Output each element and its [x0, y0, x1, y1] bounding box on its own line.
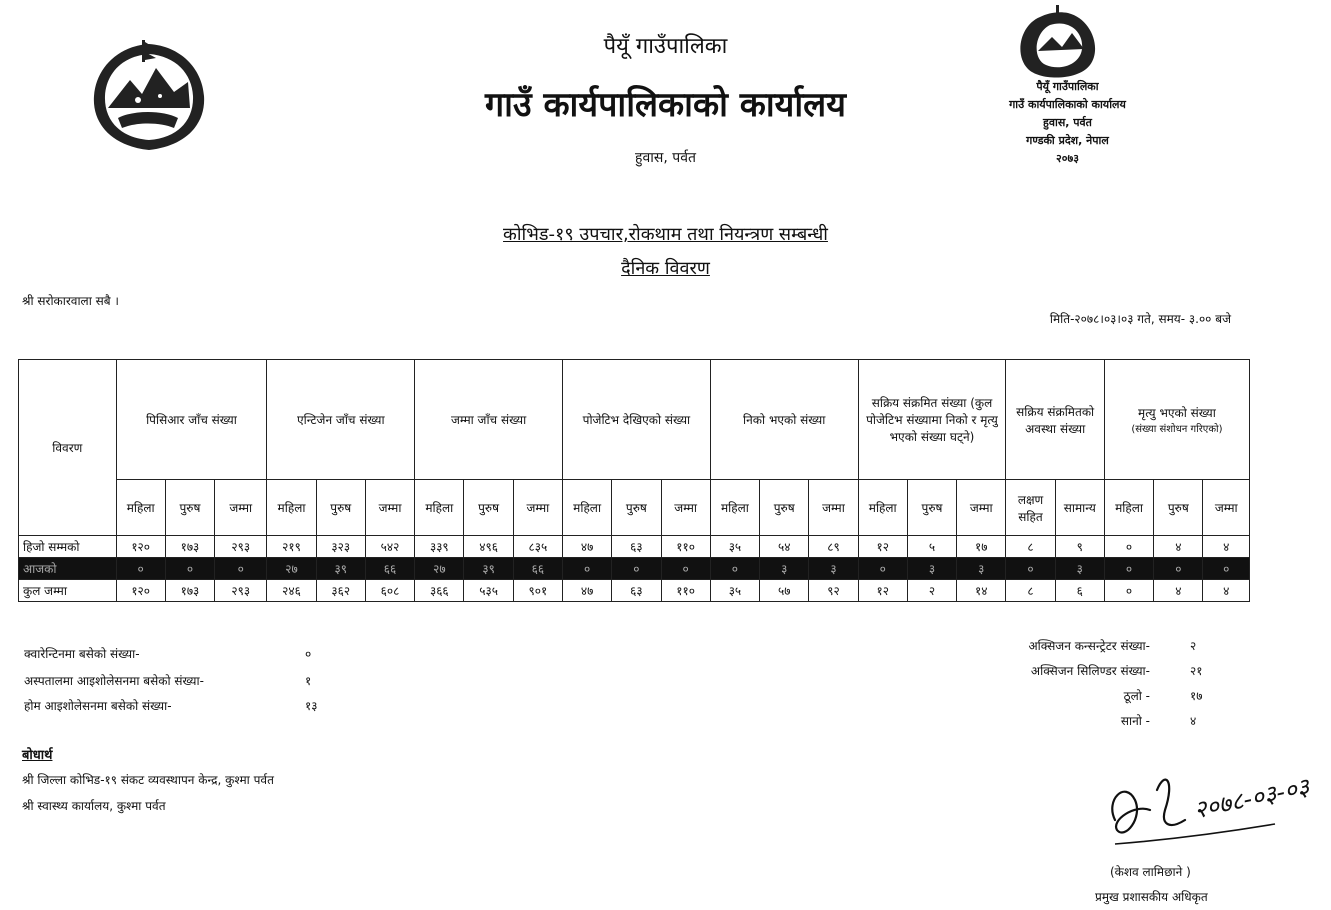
group-header-antigen: एन्टिजेन जाँच संख्या	[267, 360, 415, 480]
oxygen-value: २	[1190, 639, 1197, 653]
row-header-cell: विवरण	[19, 360, 117, 536]
cc-heading: बोधार्थ	[22, 748, 53, 763]
table-cell: ०	[1203, 558, 1250, 580]
table-cell: ३९	[316, 558, 365, 580]
table-row	[19, 558, 1250, 580]
table-cell: १७३	[165, 580, 214, 602]
table-cell: २१९	[267, 536, 316, 558]
sub-header-male: पुरुष	[907, 480, 956, 536]
sub-header-total: जम्मा	[365, 480, 414, 536]
table-cell: ३	[760, 558, 809, 580]
deaths-header-note: (संख्या संशोधन गरिएको)	[1131, 424, 1223, 435]
addressee: श्री सरोकारवाला सबै ।	[22, 294, 119, 308]
sub-header-male: पुरुष	[316, 480, 365, 536]
table-cell: ४७	[562, 536, 611, 558]
office-title: गाउँ कार्यपालिकाको कार्यालय	[485, 85, 846, 125]
table-cell: २९३	[215, 536, 267, 558]
table-cell: ६३	[612, 580, 661, 602]
table-cell: १२	[858, 536, 907, 558]
table-cell: ८९	[809, 536, 858, 558]
sub-header-total: जम्मा	[661, 480, 710, 536]
sub-header-female: महिला	[267, 480, 316, 536]
cc-item: श्री स्वास्थ्य कार्यालय, कुश्मा पर्वत	[22, 799, 166, 813]
isolation-value: ०	[305, 647, 312, 661]
table-cell: ६	[1055, 580, 1104, 602]
sub-header-total: जम्मा	[513, 480, 562, 536]
document-title: कोभिड-१९ उपचार,रोकथाम तथा नियन्त्रण सम्बन्धी	[503, 224, 828, 245]
table-cell: ३	[957, 558, 1006, 580]
sub-header-female: महिला	[710, 480, 759, 536]
table-cell: ४	[1154, 536, 1203, 558]
table-cell: ९	[1055, 536, 1104, 558]
table-cell: ८	[1006, 536, 1055, 558]
table-cell: ०	[661, 558, 710, 580]
table-cell: १२	[858, 580, 907, 602]
isolation-label: होम आइशोलेसनमा बसेको संख्या-	[24, 699, 172, 713]
table-cell: ४	[1203, 536, 1250, 558]
oxygen-label: ठूलो -	[1123, 689, 1150, 703]
table-cell: ३	[907, 558, 956, 580]
stamp-line-4: गण्डकी प्रदेश, नेपाल	[1026, 134, 1109, 147]
group-header-active-status: सक्रिय संक्रमितको अवस्था संख्या	[1006, 360, 1105, 480]
table-cell: १२०	[116, 536, 165, 558]
table-cell: १७३	[165, 536, 214, 558]
table-cell: ३५	[710, 536, 759, 558]
isolation-label: क्वारेन्टिनमा बसेको संख्या-	[24, 647, 140, 661]
table-cell: ४९६	[464, 536, 513, 558]
table-cell: २७	[267, 558, 316, 580]
table-row	[19, 580, 1250, 602]
group-header-recovered: निको भएको संख्या	[710, 360, 858, 480]
sub-header-male: पुरुष	[165, 480, 214, 536]
table-cell: ३	[809, 558, 858, 580]
sub-header-female: महिला	[116, 480, 165, 536]
table-cell: ८	[1006, 580, 1055, 602]
deaths-header-label: मृत्यु भएको संख्या	[1138, 406, 1216, 420]
stamp-line-2: गाउँ कार्यपालिकाको कार्यालय	[1009, 98, 1126, 111]
table-cell: १४	[957, 580, 1006, 602]
table-cell: १२०	[116, 580, 165, 602]
table-cell: २	[907, 580, 956, 602]
row-label: कुल जम्मा	[19, 580, 117, 602]
group-header-deaths	[1104, 360, 1249, 480]
table-subheader-row	[19, 480, 1250, 536]
table-cell: ०	[215, 558, 267, 580]
signatory-title: प्रमुख प्रशासकीय अधिकृत	[1095, 890, 1208, 904]
sub-header-symptomatic: लक्षण सहित	[1006, 480, 1055, 536]
isolation-value: १	[305, 674, 312, 688]
sub-header-female: महिला	[1104, 480, 1153, 536]
table-cell: ५३५	[464, 580, 513, 602]
stamp-line-3: हुवास, पर्वत	[1043, 116, 1092, 129]
table-cell: ८३५	[513, 536, 562, 558]
table-cell: ६३	[612, 536, 661, 558]
table-cell: ९०१	[513, 580, 562, 602]
table-cell: ०	[858, 558, 907, 580]
table-cell: ०	[710, 558, 759, 580]
table-cell: ५४२	[365, 536, 414, 558]
table-cell: २९३	[215, 580, 267, 602]
table-cell: ३९	[464, 558, 513, 580]
handwritten-signature	[1095, 760, 1325, 855]
cc-item: श्री जिल्ला कोभिड-१९ संकट व्यवस्थापन केन्द्र, कुश्मा पर्वत	[22, 773, 274, 787]
oxygen-value: २१	[1190, 664, 1203, 678]
table-cell: ३६६	[415, 580, 464, 602]
table-cell: ५४	[760, 536, 809, 558]
table-cell: ९२	[809, 580, 858, 602]
table-cell: ६६	[513, 558, 562, 580]
table-cell: ४	[1203, 580, 1250, 602]
office-location: हुवास, पर्वत	[635, 150, 696, 166]
table-cell: ५	[907, 536, 956, 558]
row-label: हिजो सम्मको	[19, 536, 117, 558]
table-cell: ०	[165, 558, 214, 580]
table-cell: ३३९	[415, 536, 464, 558]
group-header-active: सक्रिय संक्रमित संख्या (कुल पोजेटिभ संख्यामा निको र मृत्यु भएको संख्या घट्ने)	[858, 360, 1006, 480]
table-cell: ६०८	[365, 580, 414, 602]
stamp-line-5: २०७३	[1056, 152, 1079, 165]
signature-date: २०७८-०३-०३	[1191, 772, 1312, 825]
table-row	[19, 536, 1250, 558]
table-cell: २७	[415, 558, 464, 580]
sub-header-female: महिला	[415, 480, 464, 536]
table-header-row	[19, 360, 1250, 480]
group-header-total-tests: जम्मा जाँच संख्या	[415, 360, 563, 480]
sub-header-total: जम्मा	[957, 480, 1006, 536]
oxygen-value: १७	[1190, 689, 1203, 703]
table-cell: ०	[1104, 558, 1153, 580]
date-time-line: मिति-२०७८।०३।०३ गते, समय- ३.०० बजे	[1049, 312, 1231, 326]
group-header-positive: पोजेटिभ देखिएको संख्या	[562, 360, 710, 480]
sub-header-male: पुरुष	[612, 480, 661, 536]
row-label: आजको	[19, 558, 117, 580]
oxygen-value: ४	[1190, 714, 1197, 728]
table-cell: ३	[1055, 558, 1104, 580]
table-cell: ०	[1104, 580, 1153, 602]
table-cell: २४६	[267, 580, 316, 602]
table-cell: ६६	[365, 558, 414, 580]
office-stamp	[980, 5, 1155, 185]
group-header-pcr: पिसिआर जाँच संख्या	[116, 360, 267, 480]
sub-header-total: जम्मा	[215, 480, 267, 536]
sub-header-male: पुरुष	[760, 480, 809, 536]
isolation-label: अस्पतालमा आइशोलेसनमा बसेको संख्या-	[24, 674, 204, 688]
sub-header-male: पुरुष	[1154, 480, 1203, 536]
sub-header-normal: सामान्य	[1055, 480, 1104, 536]
covid-report-table	[18, 359, 1250, 602]
table-cell: ४७	[562, 580, 611, 602]
table-cell: ३५	[710, 580, 759, 602]
table-cell: ५७	[760, 580, 809, 602]
sub-header-total: जम्मा	[1203, 480, 1250, 536]
table-cell: ०	[1104, 536, 1153, 558]
org-name: पैयूँ गाउँपालिका	[603, 34, 728, 59]
sub-header-female: महिला	[858, 480, 907, 536]
table-cell: ०	[562, 558, 611, 580]
sub-header-female: महिला	[562, 480, 611, 536]
oxygen-label: अक्सिजन सिलिण्डर संख्या-	[1030, 664, 1150, 678]
table-cell: ३६२	[316, 580, 365, 602]
sub-header-male: पुरुष	[464, 480, 513, 536]
table-cell: ०	[1154, 558, 1203, 580]
table-cell: १७	[957, 536, 1006, 558]
document-subtitle: दैनिक विवरण	[621, 258, 710, 279]
table-cell: ११०	[661, 536, 710, 558]
sub-header-total: जम्मा	[809, 480, 858, 536]
table-cell: ०	[1006, 558, 1055, 580]
stamp-line-1: पैयूँ गाउँपालिका	[1036, 80, 1099, 93]
signatory-name: (केशव लामिछाने )	[1110, 865, 1191, 879]
table-cell: ३२३	[316, 536, 365, 558]
oxygen-label: सानो -	[1120, 714, 1150, 728]
table-cell: ०	[612, 558, 661, 580]
table-cell: ४	[1154, 580, 1203, 602]
table-cell: ०	[116, 558, 165, 580]
isolation-value: १३	[305, 699, 318, 713]
table-cell: ११०	[661, 580, 710, 602]
oxygen-label: अक्सिजन कन्सन्ट्रेटर संख्या-	[1028, 639, 1150, 653]
